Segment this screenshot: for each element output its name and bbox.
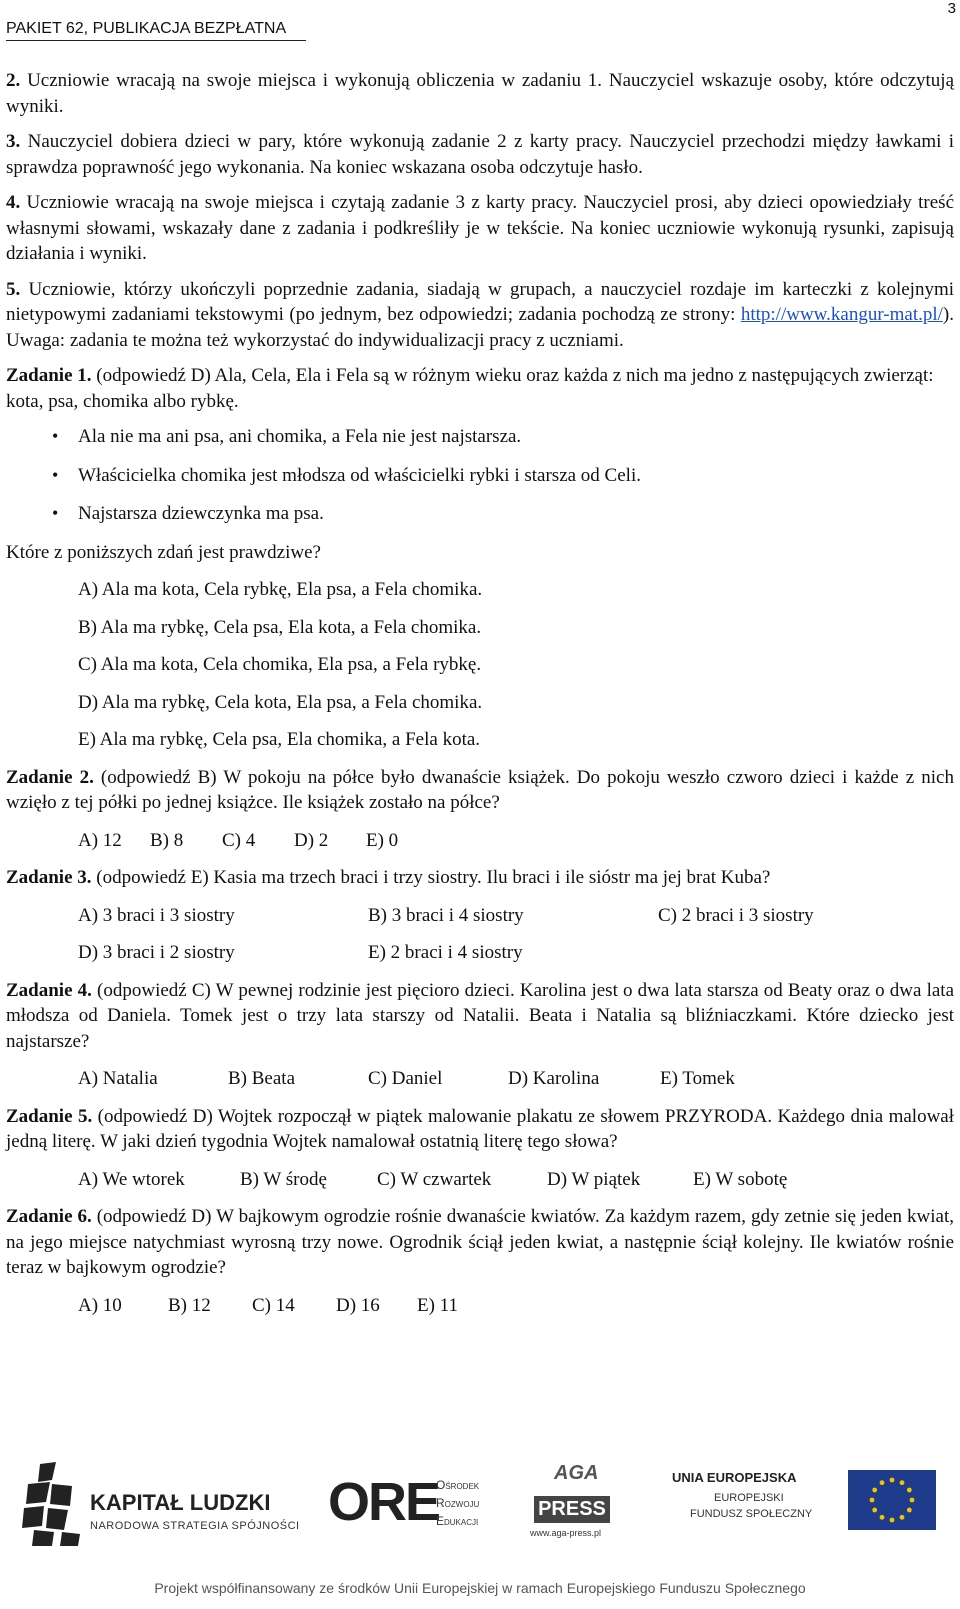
aga-press-label: PRESS [534,1496,610,1523]
option: C) 2 braci i 3 siostry [658,904,814,926]
zadanie-1-question: Które z poniższych zdań jest prawdziwe? [6,541,321,563]
step-4: 4. Uczniowie wracają na swoje miejsca i czytają zadanie 3 z karty pracy. Nauczyciel prosi, aby dzieci opowiedziały treść własnymi słowami, wskazały dane z zadania i podkreśliły je w tekście. Na koniec uczniowie wykonują rysunki, zapisują działania i wyniki. [6,192,955,264]
list-item: • Ala nie ma ani psa, ani chomika, a Fela nie jest najstarsza. [6,424,954,450]
option: C) W czwartek [377,1168,492,1190]
aga-press-url: www.aga-press.pl [530,1528,602,1538]
zadanie-1-option-c: C) Ala ma kota, Cela chomika, Ela psa, a Fela rybkę. [78,654,482,675]
option: E) 11 [417,1294,458,1316]
kangur-link[interactable]: http://www.kangur-mat.pl/ [740,304,943,325]
option: E) 2 braci i 4 siostry [368,942,523,963]
zadanie-6-options [6,1293,954,1319]
option: B) W środę [240,1168,327,1190]
eu-line-1: EUROPEJSKI [714,1492,784,1504]
zadanie-5-text: Zadanie 5. (odpowiedź D) Wojtek rozpoczął w piątek malowanie plakatu ze słowem PRZYRODA. Każdego dnia malował jedną literę. W jaki dzień tygodnia Wojtek namalował ostatnią literę tego słowa? [6,1105,954,1152]
document-body [6,68,954,1330]
option: A) Natalia [78,1068,158,1089]
footer-logos [0,1452,960,1567]
zadanie-3-options [6,903,954,966]
aga-press-logo [530,1462,630,1552]
step-2: 2. Uczniowie wracają na swoje miejsca i wykonują obliczenia w zadaniu 1. Nauczyciel wskazuje osoby, które odczytują wyniki. [6,70,954,117]
step-3: 3. Nauczyciel dobiera dzieci w pary, które wykonują zadanie 2 z karty pracy. Nauczyciel przechodzi między ławkami i sprawdza poprawność jego wykonania. Na koniec wskazana osoba odczytuje hasło. [6,131,954,178]
ore-line-3: Edukacji [436,1514,479,1528]
option: D) Karolina [508,1068,600,1089]
option: A) 3 braci i 3 siostry [78,904,235,926]
zadanie-3-text: Zadanie 3. (odpowiedź E) Kasia ma trzech braci i trzy siostry. Ilu braci i ile sióstr ma jej brat Kuba? [6,867,771,888]
zadanie-1-text: Zadanie 1. (odpowiedź D) Ala, Cela, Ela i Fela są w różnym wieku oraz każda z nich ma jedno z następujących zwierząt: kota, psa, chomika albo rybkę. [6,365,934,412]
project-footer-text: Projekt współfinansowany ze środków Unii Europejskiej w ramach Europejskiego Funduszu Społecznego [154,1580,806,1596]
ore-mark: ORE [328,1472,440,1532]
option: D) W piątek [547,1168,641,1190]
page-number: 3 [947,0,956,17]
zadanie-4-text: Zadanie 4. (odpowiedź C) W pewnej rodzinie jest pięcioro dzieci. Karolina jest o dwa lata starsza od Beaty oraz o dwa lata młodsza od Daniela. Tomek jest o trzy lata starszy od Natalii. Beata i Natalia są bliźniaczkami. Które dziecko jest najstarsze? [6,979,954,1052]
zadanie-4-options [6,1066,954,1092]
zadanie-2-text: Zadanie 2. (odpowiedź B) W pokoju na półce było dwanaście książek. Do pokoju weszło czworo dzieci i każde z nich wzięło z tej półki po jednej książce. Ile książek zostało na półce? [6,766,954,813]
option: E) W sobotę [693,1168,788,1190]
kapital-ludzki-subtitle: NARODOWA STRATEGIA SPÓJNOŚCI [90,1520,300,1532]
zadanie-1-option-e: E) Ala ma rybkę, Cela psa, Ela chomika, a Fela kota. [78,729,481,750]
option: B) 8 [150,829,184,851]
option: D) 16 [336,1294,380,1316]
eu-line-2: FUNDUSZ SPOŁECZNY [690,1508,813,1520]
eu-flag-icon [848,1470,936,1530]
option: A) 10 [78,1294,122,1316]
zadanie-5-options [6,1167,954,1193]
ore-line-2: Rozwoju [436,1496,480,1510]
ore-logo [328,1472,488,1542]
zadanie-1-option-b: B) Ala ma rybkę, Cela psa, Ela kota, a Fela chomika. [78,616,482,638]
option: B) 12 [168,1294,211,1316]
zadanie-1-conditions [6,424,954,527]
option: D) 3 braci i 2 siostry [78,942,235,963]
zadanie-1-option-a: A) Ala ma kota, Cela rybkę, Ela psa, a Fela chomika. [78,579,483,600]
option: C) Daniel [368,1068,443,1089]
option: E) 0 [366,829,399,851]
eu-logo [672,1470,942,1550]
kapital-ludzki-logo [22,1462,302,1552]
zadanie-6-text: Zadanie 6. (odpowiedź D) W bajkowym ogrodzie rośnie dwanaście kwiatów. Za każdym razem, gdy zetnie się jeden kwiat, na jego miejsce natychmiast wyrosną trzy nowe. Ogrodnik ściął jeden kwiat, a następnie ściął kolejny. Ile kwiatów rośnie teraz w bajkowym ogrodzie? [6,1206,954,1278]
ore-line-1: Ośrodek [436,1478,480,1492]
option: B) 3 braci i 4 siostry [368,904,524,926]
option: A) We wtorek [78,1168,185,1190]
zadanie-1-option-d: D) Ala ma rybkę, Cela kota, Ela psa, a Fela chomika. [78,691,483,713]
eu-title: UNIA EUROPEJSKA [672,1470,797,1485]
step-5: 5. Uczniowie, którzy ukończyli poprzednie zadania, siadają w grupach, a nauczyciel rozdaje im karteczki z kolejnymi nietypowymi zadaniami tekstowymi (po jednym, bez odpowiedzi; zadania pochodzą ze strony: http://www.kangur-mat.pl/). Uwaga: zadania te można też wykorzystać do indywidualizacji pracy z uczniami. [6,278,955,351]
list-item: • Właścicielka chomika jest młodsza od właścicielki rybki i starsza od Celi. [6,463,954,489]
option: C) 4 [222,829,256,851]
zadanie-2-options [6,828,954,854]
option: C) 14 [252,1294,295,1316]
page-header: PAKIET 62, PUBLIKACJA BEZPŁATNA [6,20,306,41]
option: D) 2 [294,829,329,851]
aga-press-top: AGA [554,1462,599,1484]
option: B) Beata [228,1068,296,1089]
option: E) Tomek [660,1068,735,1089]
list-item: • Najstarsza dziewczynka ma psa. [6,501,954,527]
option: A) 12 [78,829,122,851]
kapital-ludzki-title: KAPITAŁ LUDZKI [90,1490,271,1515]
kapital-ludzki-emblem-icon [22,1462,84,1546]
